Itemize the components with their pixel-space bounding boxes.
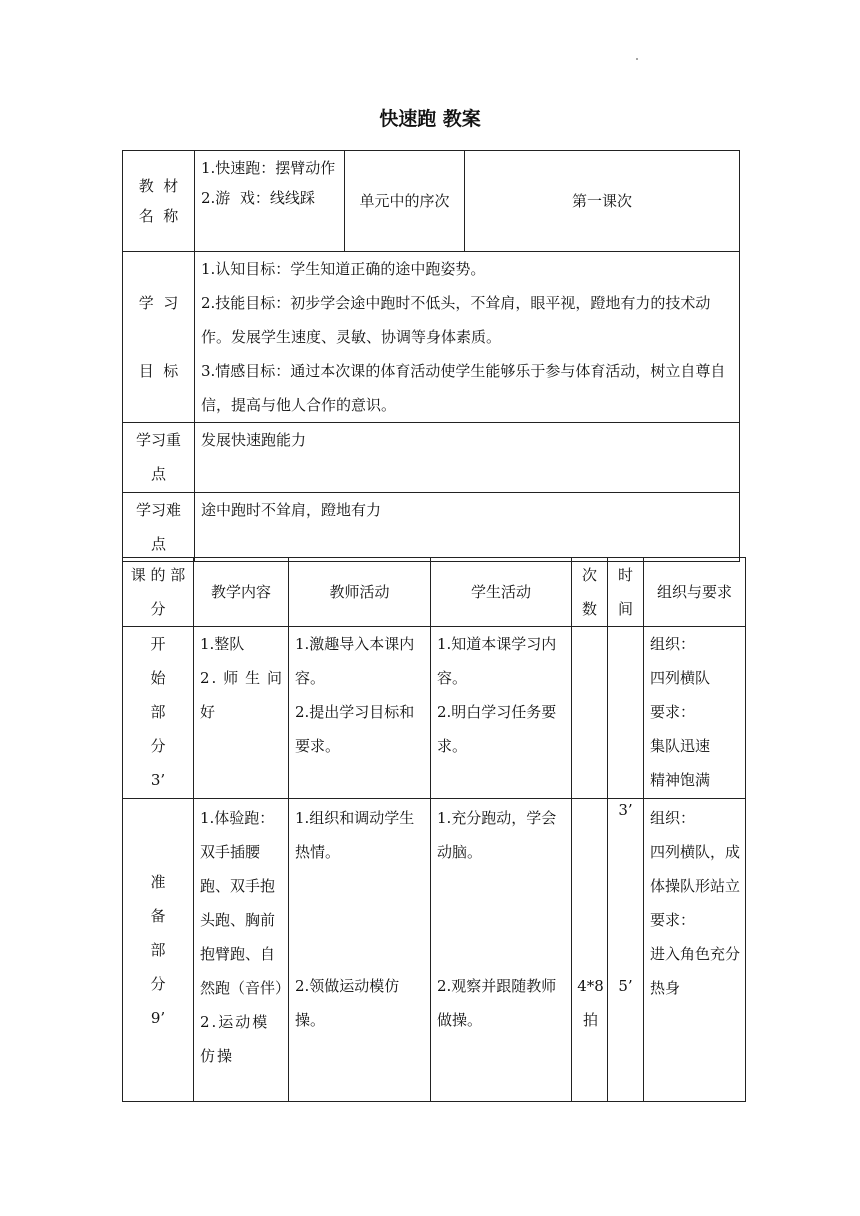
header-teacher-label: 教师活动 [329,583,390,601]
header-teacher [289,558,431,627]
prep-time-1: 3’ [618,801,633,819]
material-content-cell [195,151,345,252]
prep-count: 4*8拍 [577,977,604,1029]
difficulty-content-cell [195,493,740,562]
difficulty-content: 途中跑时不耸肩，蹬地有力 [201,501,382,519]
header-content [194,558,289,627]
key-label-cell [123,423,195,493]
header-time-label: 时间 [617,566,633,618]
prep-teacher-1: 1.组织和调动学生热情。 [295,809,415,861]
page-title: 快速跑 教案 [379,108,481,130]
goals-content-cell [195,252,740,423]
start-org-4: 集队迅速 [650,737,711,755]
start-content-cell [194,627,289,799]
prep-org-1: 组织： [650,809,696,827]
start-teacher-2: 2.提出学习目标和要求。 [295,703,415,755]
start-content-2: 2.师生问好 [200,669,284,721]
start-teacher-1: 1.激趣导入本课内容。 [295,635,415,687]
info-table [122,150,740,562]
unit-order-label: 单元中的序次 [359,192,450,210]
header-content-label: 教学内容 [210,583,271,601]
difficulty-label: 学习难点 [135,501,181,553]
start-org-2: 四列横队 [650,669,711,687]
material-label-line-1: 教 材 [138,177,179,195]
header-student-label: 学生活动 [470,583,531,601]
prep-part-4: 分 [150,975,166,993]
header-count-label: 次数 [581,566,597,618]
goal-item-1: 1.认知目标：学生知道正确的途中跑姿势。 [201,260,486,278]
key-label: 学习重点 [135,431,181,483]
prep-part-3: 部 [150,941,166,959]
table-row [123,799,746,1102]
prep-org-cell [644,799,746,1102]
start-part-5: 3’ [150,771,166,789]
start-count-cell [572,627,608,799]
header-time [608,558,644,627]
prep-student-2: 2.观察并跟随教师做操。 [437,977,557,1029]
start-org-1: 组织： [650,635,696,653]
goal-item-3: 3.情感目标：通过本次课的体育活动使学生能够乐于参与体育活动，树立自尊自信，提高与他人合作的意识。 [201,362,726,414]
material-item-2: 2.游 戏：线线踩 [201,189,315,207]
start-teacher-cell [289,627,431,799]
start-time-cell [608,627,644,799]
prep-org-3: 要求： [650,911,696,929]
difficulty-label-cell [123,493,195,562]
material-item-1: 1.快速跑：摆臂动作 [201,159,336,177]
start-org-5: 精神饱满 [650,771,711,789]
material-label-cell [123,151,195,252]
prep-content-2: 2.运动模仿操 [200,1013,270,1065]
prep-content-1: 1.体验跑：双手插腰跑、双手抱头跑、胸前抱臂跑、自然跑（音伴） [200,809,291,997]
prep-teacher-2: 2.领做运动模仿操。 [295,977,400,1029]
prep-time-2: 5’ [618,977,633,995]
lesson-table [122,557,746,1102]
goal-item-2: 2.技能目标：初步学会途中跑时不低头，不耸肩，眼平视，蹬地有力的技术动作。发展学生速度、灵敏、协调等身体素质。 [201,294,711,346]
header-org-label: 组织与要求 [656,583,732,601]
unit-order-value: 第一课次 [571,192,632,210]
prep-content-cell [194,799,289,1102]
prep-part-1: 准 [150,873,166,891]
start-part-cell [123,627,194,799]
start-part-2: 始 [150,669,166,687]
header-part [123,558,194,627]
start-student-cell [431,627,572,799]
start-org-cell [644,627,746,799]
key-content: 发展快速跑能力 [201,431,307,449]
header-dot [636,58,638,60]
header-count [572,558,608,627]
unit-order-value-cell [465,151,740,252]
table-row [123,627,746,799]
prep-org-2: 四列横队，成体操队形站立 [650,843,741,895]
start-part-3: 部 [150,703,166,721]
prep-part-5: 9’ [150,1009,166,1027]
prep-time-cell [608,799,644,1102]
prep-student-cell [431,799,572,1102]
prep-part-cell [123,799,194,1102]
key-content-cell [195,423,740,493]
start-student-1: 1.知道本课学习内容。 [437,635,557,687]
header-part-label: 课 的 部 分 [130,566,186,618]
prep-part-2: 备 [150,907,166,925]
material-label-line-2: 名 称 [138,207,179,225]
goals-label-line-2: 目 标 [138,362,179,380]
goals-label-line-1: 学 习 [138,294,179,312]
prep-org-4: 进入角色充分热身 [650,945,741,997]
start-org-3: 要求： [650,703,696,721]
start-part-1: 开 [150,635,166,653]
start-content-1: 1.整队 [200,635,245,653]
unit-order-label-cell [345,151,465,252]
prep-teacher-cell [289,799,431,1102]
prep-student-1: 1.充分跑动，学会动脑。 [437,809,557,861]
start-student-2: 2.明白学习任务要求。 [437,703,557,755]
goals-label-cell [123,252,195,423]
header-org [644,558,746,627]
header-student [431,558,572,627]
prep-count-cell [572,799,608,1102]
start-part-4: 分 [150,737,166,755]
